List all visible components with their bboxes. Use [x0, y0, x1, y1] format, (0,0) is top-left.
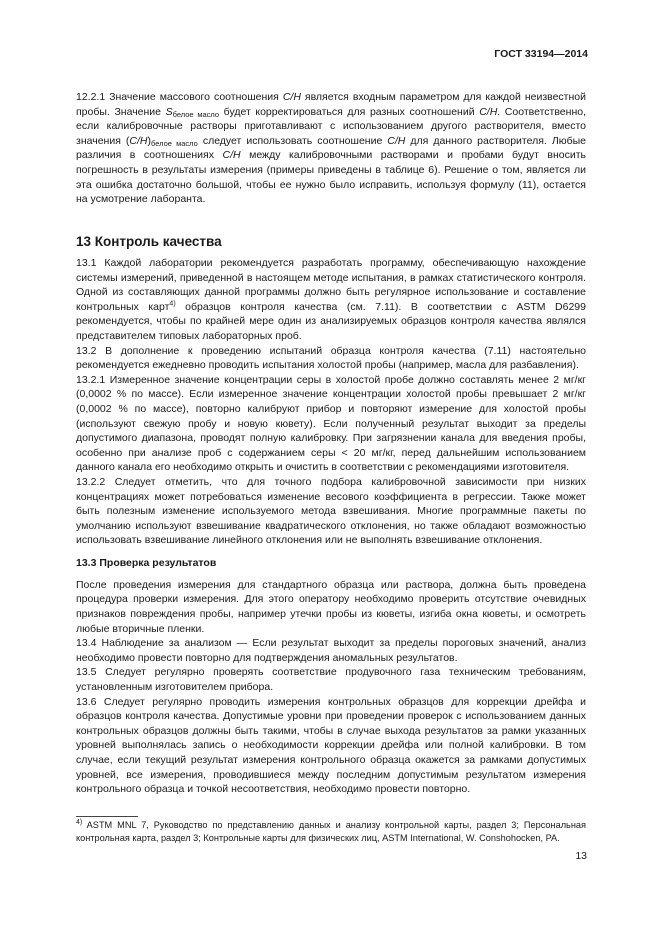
section-13: [76, 234, 586, 250]
section-12-2-1: [76, 90, 586, 207]
paragraph-12-2-1: 12.2.1 Значение массового соотношения C/H является входным параметром для каждой неизвестной пробы. Значение $S_{белое масло}$ будет корректироваться для разных соотношений C/H. Соответственно, если калибровочные растворы приготавливают с использованием другого растворителя, вместо значения $(C/H)_{белое масло}$ следует использовать соотношение C/H для данного растворителя. Любые различия в соотношениях C/H между калибровочными растворами и пробами будут вносить погрешность в результаты измерения (примеры приведены в таблице 6). Решение о том, является ли эта ошибка достаточно большой, чтобы ее нужно было исправить, используя формулу (11), остается на усмотрение лаборанта.: [76, 91, 587, 206]
paragraph-13-3: После проведения измерения для стандартного образца или раствора, должна быть проведена процедура проверки измерения. Для этого оператору необходимо проверить отсутствие очевидных признаков повреждения пробы, например утечки пробы из кюветы, изгиба окна кюветы, и осмотреть любые вторичные пленки.: [76, 578, 586, 635]
footnote-text: ASTM MNL 7, Руководство по представлению данных и анализу контрольной карты, раздел 3; Персональная контрольная карта, раздел 3; Контрольные карты для физических лиц, ASTM International, W. Conshohocken, PA.: [76, 820, 586, 843]
footnote-mark: 4): [76, 818, 83, 826]
page-number: 13: [575, 850, 587, 862]
paragraph-13-6: 13.6 Следует регулярно проводить измерения контрольных образцов для коррекции дрейфа и образцов контроля качества. Допустимые уровни при проведении проверок с использованием данных контрольных образцов должны быть такими, чтобы в случае выхода результатов за рамки указанных уровней выполнялась запись о необходимости коррекции дрейфа или полной калибровки. В том случае, если текущий результат измерения контрольного образца окажется за рамками допустимых уровней, все измерения, проводившиеся между последним допустимым результатом измерения контрольного образца и точкой несоответствия, необходимо провести повторно.: [76, 695, 586, 796]
document-header: ГОСТ 33194—2014: [494, 48, 588, 60]
paragraph-13-4: 13.4 Наблюдение за анализом — Если результат выходит за пределы пороговых значений, анализ необходимо провести повторно для подтверждения аномальных результатов.: [76, 637, 586, 664]
subsection-title: 13.3 Проверка результатов: [76, 556, 217, 569]
footnote: [76, 819, 586, 844]
section-13-body: [76, 256, 586, 797]
paragraph-13-5: 13.5 Следует регулярно проверять соответствие продувочного газа техническим требованиям, установленным изготовителем прибора.: [76, 666, 586, 694]
paragraph-13-2-2: 13.2.2 Следует отметить, что для точного подбора калибровочной зависимости при низких концентрациях может потребоваться изменение весового коэффициента в регрессии. Также может быть полезным изменение используемого метода взвешивания. Многие программные пакеты по умолчанию используют взвешивание квадратического отклонения, но также обладают возможностью использовать взвешивание линейного отклонения или не выполнять взвешивание отклонения.: [76, 475, 586, 547]
paragraph-13-1: 13.1 Каждой лаборатории рекомендуется разработать программу, обеспечивающую нахождение системы измерений, приведенной в настоящем методе испытания, в рамках статистического контроля. Одной из составляющих данной программы должно быть регулярное использование и составление контрольных карт$^{4)}$ образцов контроля качества (см. 7.11). В соответствии с ASTM D6299 рекомендуется, чтобы по крайней мере один из анализируемых образцов контроля качества являлся представителем типовых лабораторных проб.: [76, 257, 586, 342]
paragraph-13-2-1: 13.2.1 Измеренное значение концентрации серы в холостой пробе должно составлять менее 2 мг/кг (0,0002 % по массе). Если измеренное значение концентрации холостой пробы превышает 2 мг/кг (0,0002 % по массе), повторно калибруют прибор и повторяют измерение для холостой пробы (используют свежую пробу и новую кювету). Если полученный результат выходит за пределы допустимого диапазона, проводят полную калибровку. При загрязнении канала для введения пробы, особенно при анализе проб с содержанием серы < 20 мг/кг, перед дальнейшим использованием данного канала его необходимо открыть и очистить в соответствии с рекомендациями изготовителя.: [76, 373, 586, 474]
paragraph-13-2: 13.2 В дополнение к проведению испытаний образца контроля качества (7.11) настоятельно рекомендуется ежедневно проводить испытания холостой пробы (например, масла для разбавления).: [76, 344, 586, 372]
section-title: 13 Контроль качества: [76, 234, 222, 249]
footnote-divider: [76, 816, 138, 817]
